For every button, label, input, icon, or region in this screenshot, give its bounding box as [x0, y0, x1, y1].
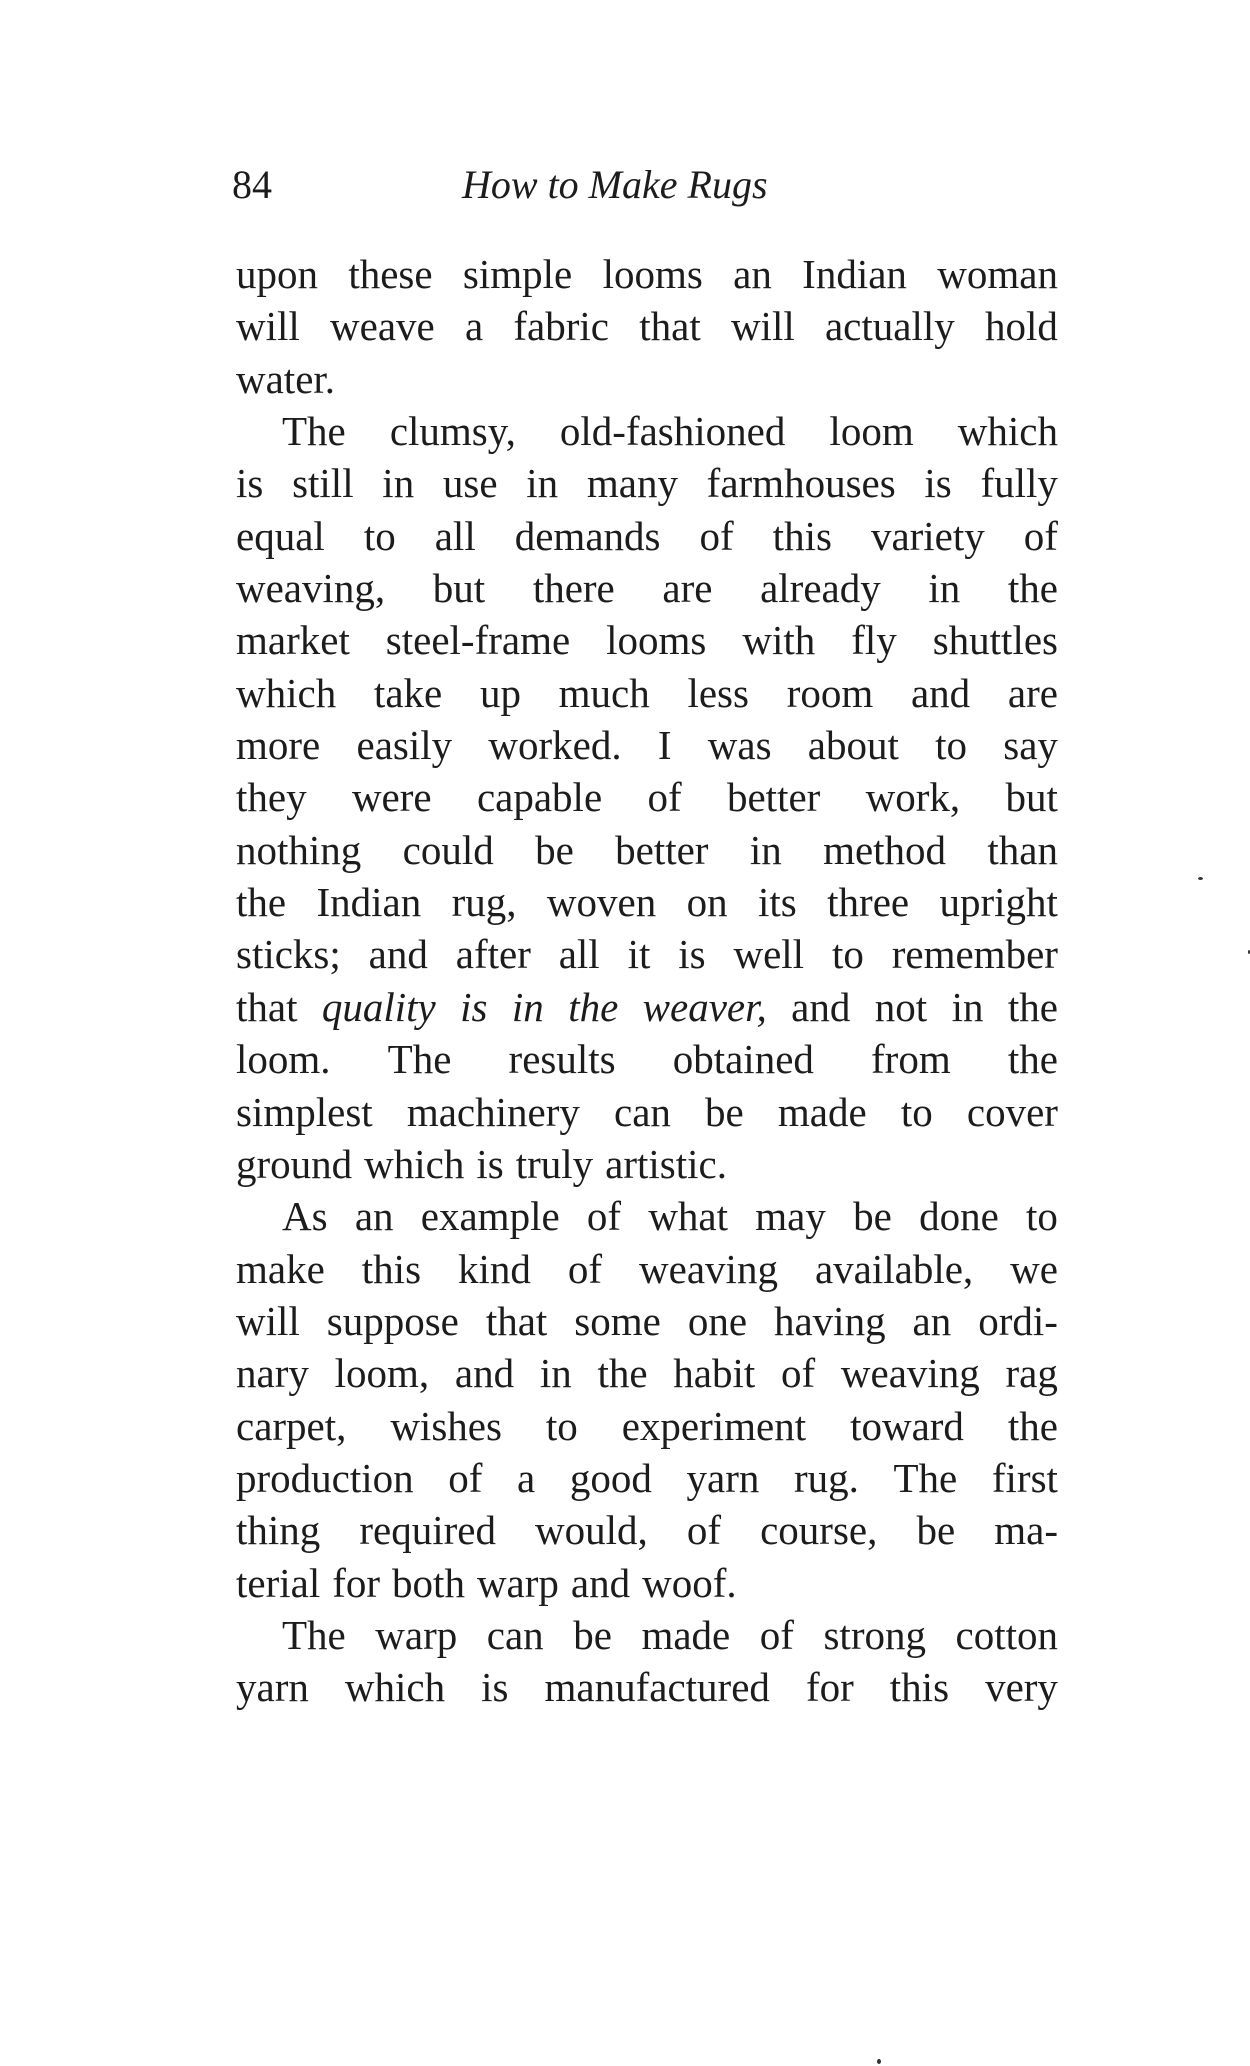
- text-line: will weave a fabric that will actually hold: [236, 303, 1058, 350]
- text-line: simplest machinery can be made to cover: [236, 1088, 1058, 1135]
- text-line: nary loom, and in the habit of weaving rag: [236, 1350, 1058, 1397]
- page-number: 84: [232, 162, 272, 207]
- scan-speck: [1198, 877, 1203, 880]
- text-line: equal to all demands of this variety of: [236, 512, 1058, 559]
- text-line: market steel-frame looms with fly shuttles: [236, 617, 1058, 664]
- text-line: make this kind of weaving available, we: [236, 1245, 1058, 1292]
- text-line: weaving, but there are already in the: [236, 565, 1058, 612]
- text-line: carpet, wishes to experiment toward the: [236, 1402, 1058, 1449]
- body-text: [236, 248, 1058, 1714]
- text-line: ground which is truly artistic.: [236, 1140, 727, 1187]
- text-line: thing required would, of course, be ma-: [236, 1507, 1058, 1554]
- text-line: the Indian rug, woven on its three upright: [236, 879, 1058, 926]
- text-line: is still in use in many farmhouses is fully: [236, 460, 1058, 507]
- text-line: The clumsy, old-fashioned loom which: [282, 408, 1058, 455]
- paragraph: [236, 248, 1058, 405]
- text-line: yarn which is manufactured for this very: [236, 1664, 1058, 1711]
- text-line: sticks; and after all it is well to remember: [236, 931, 1058, 978]
- text-line: nothing could be better in method than: [236, 826, 1058, 873]
- text-line: terial for both warp and woof.: [236, 1559, 737, 1606]
- text-line: will suppose that some one having an ordi-: [236, 1297, 1058, 1344]
- paragraph: [236, 1190, 1058, 1609]
- text-line: The warp can be made of strong cotton: [282, 1611, 1058, 1658]
- text-line: they were capable of better work, but: [236, 774, 1058, 821]
- text-line: more easily worked. I was about to say: [236, 722, 1058, 769]
- paragraph: [236, 1609, 1058, 1714]
- running-head: [232, 160, 1062, 210]
- scan-speck: [877, 2059, 881, 2064]
- text-line: water.: [236, 355, 336, 402]
- text-line: loom. The results obtained from the: [236, 1036, 1058, 1083]
- text-line: which take up much less room and are: [236, 669, 1058, 716]
- text-line: production of a good yarn rug. The first: [236, 1454, 1058, 1501]
- text-line: As an example of what may be done to: [282, 1193, 1058, 1240]
- paragraph: [236, 405, 1058, 1190]
- text-line: upon these simple looms an Indian woman: [236, 251, 1058, 297]
- text-line: that quality is in the weaver, and not in the: [236, 983, 1058, 1030]
- running-title: How to Make Rugs: [462, 162, 768, 207]
